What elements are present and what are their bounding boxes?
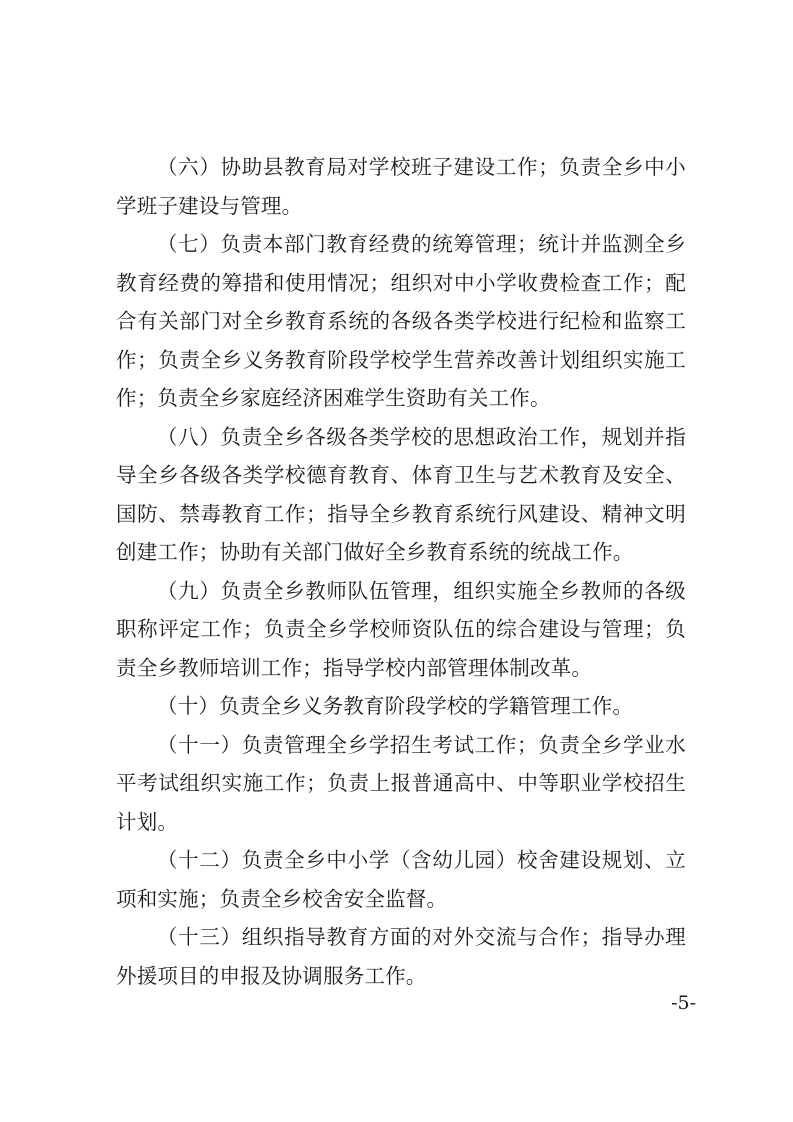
paragraph-9: （九）负责全乡教师队伍管理，组织实施全乡教师的各级职称评定工作；负责全乡学校师资队伍的综合建设与管理；负责全乡教师培训工作；指导学校内部管理体制改革。 [116,578,686,680]
paragraph-7: （七）负责本部门教育经费的统筹管理；统计并监测全乡教育经费的筹措和使用情况；组织对中小学收费检查工作；配合有关部门对全乡教育系统的各级各类学校进行纪检和监察工作；负责全乡义务教育阶段学校学生营养改善计划组织实施工作；负责全乡家庭经济困难学生资助有关工作。 [116,232,686,410]
page-number: -5- [671,992,696,1014]
paragraph-12: （十二）负责全乡中小学（含幼儿园）校舍建设规划、立项和实施；负责全乡校舍安全监督。 [116,848,686,911]
paragraph-8: （八）负责全乡各级各类学校的思想政治工作，规划并指导全乡各级各类学校德育教育、体育卫生与艺术教育及安全、国防、禁毒教育工作；指导全乡教育系统行风建设、精神文明创建工作；协助有关部门做好全乡教育系统的统战工作。 [116,424,686,564]
paragraph-6: （六）协助县教育局对学校班子建设工作；负责全乡中小学班子建设与管理。 [116,155,686,218]
paragraph-11: （十一）负责管理全乡学招生考试工作；负责全乡学业水平考试组织实施工作；负责上报普通高中、中等职业学校招生计划。 [116,732,686,834]
paragraph-13: （十三）组织指导教育方面的对外交流与合作；指导办理外援项目的申报及协调服务工作。 [116,925,686,988]
document-body [116,148,686,995]
paragraph-10: （十）负责全乡义务教育阶段学校的学籍管理工作。 [157,694,634,718]
